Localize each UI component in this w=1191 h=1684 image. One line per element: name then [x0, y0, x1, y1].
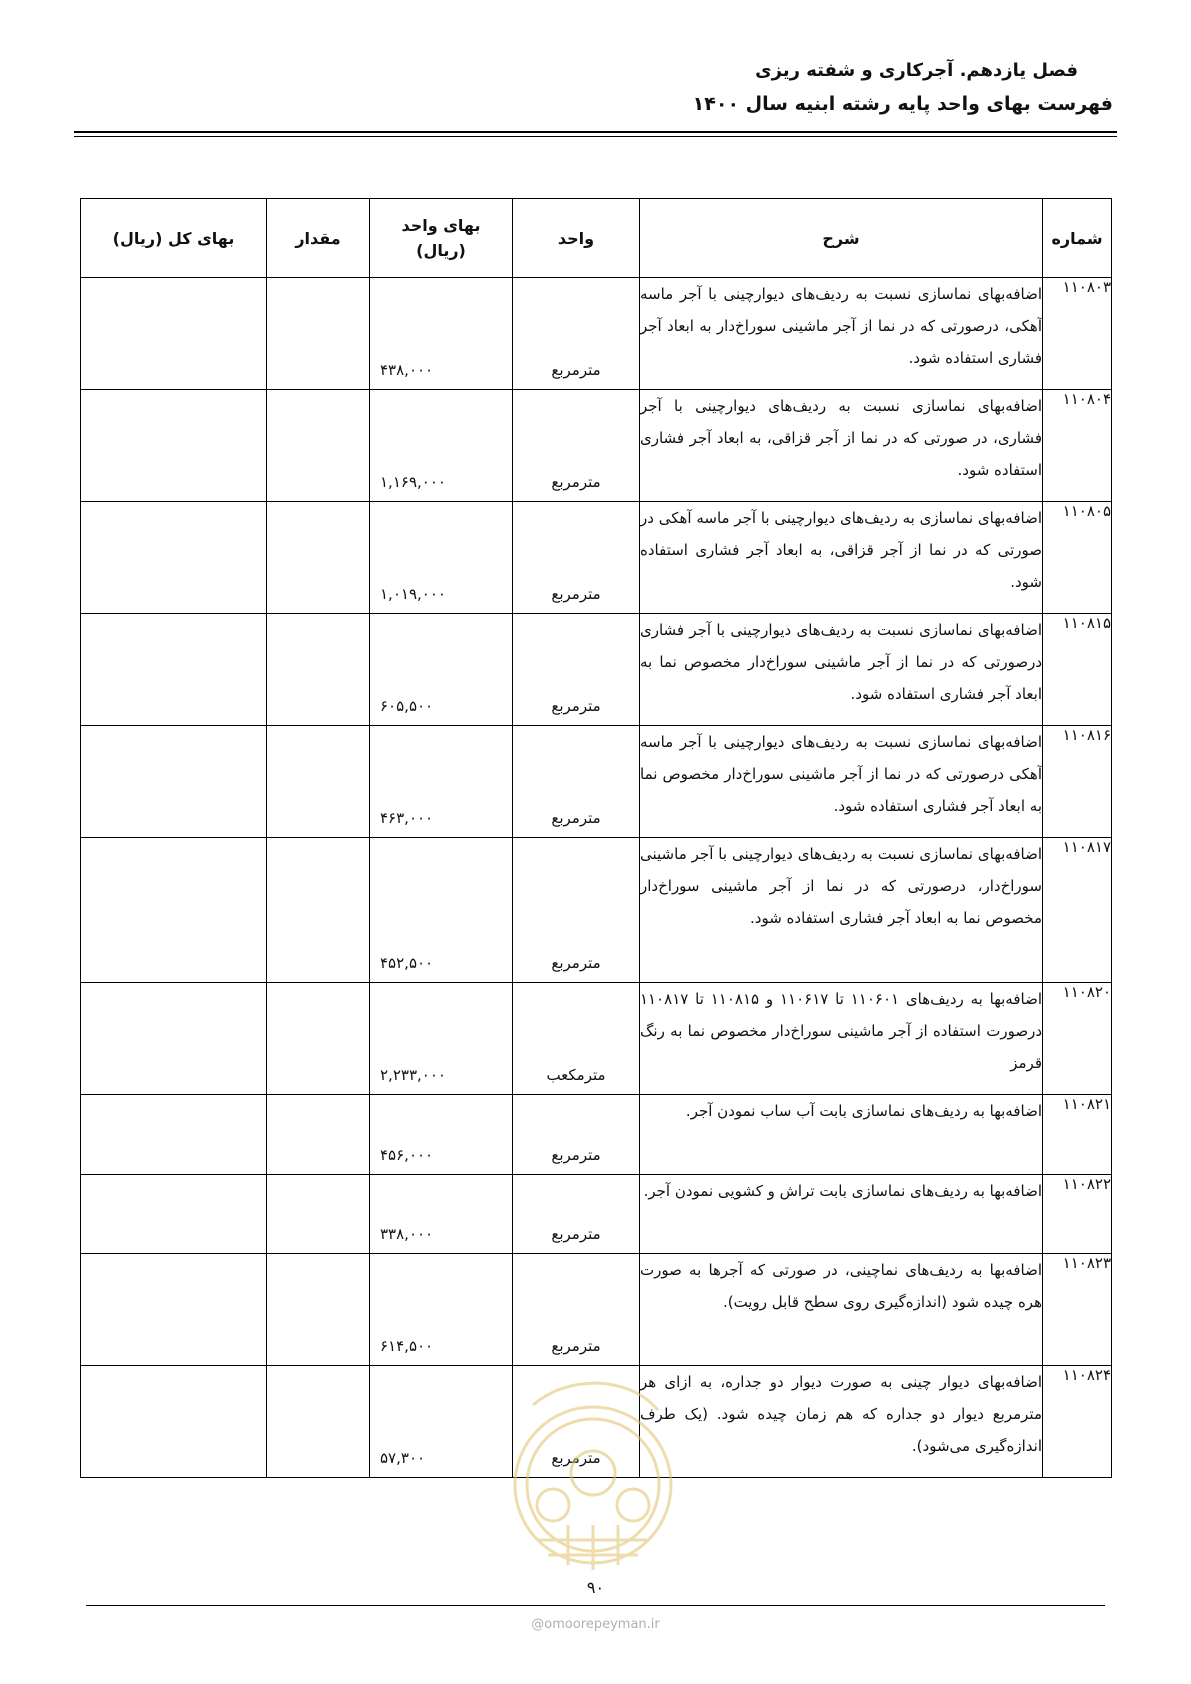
row-total-price	[81, 1095, 267, 1175]
row-code: ۱۱۰۸۰۳	[1043, 278, 1112, 390]
page-header	[78, 60, 1113, 115]
row-code: ۱۱۰۸۲۱	[1043, 1095, 1112, 1175]
row-unit-price: ۱,۱۶۹,۰۰۰	[370, 390, 513, 502]
table-row	[81, 1095, 1112, 1175]
row-unit-price: ۴۶۳,۰۰۰	[370, 726, 513, 838]
row-description: اضافه‌بهای نماسازی نسبت به ردیف‌های دیوارچینی با آجر فشاری درصورتی که در نما از آجر ماشینی سوراخ‌دار مخصوص نما به ابعاد آجر فشاری استفاده شود.	[640, 614, 1043, 726]
header-description: شرح	[640, 199, 1043, 278]
page-number: ۹۰	[586, 1578, 605, 1597]
header-unit: واحد	[513, 199, 640, 278]
row-total-price	[81, 983, 267, 1095]
row-unit-price: ۴۳۸,۰۰۰	[370, 278, 513, 390]
row-unit: مترمربع	[513, 502, 640, 614]
row-unit: مترمربع	[513, 726, 640, 838]
table-row	[81, 614, 1112, 726]
row-code: ۱۱۰۸۰۴	[1043, 390, 1112, 502]
row-description: اضافه‌بها به ردیف‌های نماسازی بابت تراش و کشویی نمودن آجر.	[640, 1175, 1043, 1254]
table-row	[81, 278, 1112, 390]
row-code: ۱۱۰۸۱۷	[1043, 838, 1112, 983]
row-quantity	[267, 502, 370, 614]
row-code: ۱۱۰۸۲۲	[1043, 1175, 1112, 1254]
row-code: ۱۱۰۸۰۵	[1043, 502, 1112, 614]
website-watermark: @omoorepeyman.ir	[531, 1617, 660, 1632]
table-header-row	[81, 199, 1112, 278]
row-description: اضافه‌بهای دیوار چینی به صورت دیوار دو جداره، به ازای هر مترمربع دیوار دو جداره که هم زمان چیده شود. (یک طرف اندازه‌گیری می‌شود).	[640, 1366, 1043, 1478]
row-total-price	[81, 390, 267, 502]
table-row	[81, 983, 1112, 1095]
row-total-price	[81, 278, 267, 390]
row-unit-price: ۶۱۴,۵۰۰	[370, 1254, 513, 1366]
row-quantity	[267, 983, 370, 1095]
row-total-price	[81, 726, 267, 838]
row-quantity	[267, 390, 370, 502]
row-unit-price: ۵۷,۳۰۰	[370, 1366, 513, 1478]
table-row	[81, 1254, 1112, 1366]
table-row	[81, 390, 1112, 502]
header-rule-thin	[74, 136, 1117, 137]
row-quantity	[267, 278, 370, 390]
row-total-price	[81, 1254, 267, 1366]
row-total-price	[81, 614, 267, 726]
row-code: ۱۱۰۸۲۳	[1043, 1254, 1112, 1366]
row-description: اضافه‌بها به ردیف‌های نماسازی بابت آب ساب نمودن آجر.	[640, 1095, 1043, 1175]
row-description: اضافه‌بهای نماسازی به ردیف‌های دیوارچینی با آجر ماسه آهکی در صورتی که در نما از آجر قزاقی، به ابعاد آجر فشاری استفاده شود.	[640, 502, 1043, 614]
row-unit-price: ۴۵۲,۵۰۰	[370, 838, 513, 983]
row-unit: مترمربع	[513, 1254, 640, 1366]
row-unit: مترمربع	[513, 614, 640, 726]
table-row	[81, 838, 1112, 983]
footer-rule	[86, 1605, 1105, 1606]
row-quantity	[267, 1366, 370, 1478]
row-unit-price: ۱,۰۱۹,۰۰۰	[370, 502, 513, 614]
header-total-price: بهای کل (ریال)	[81, 199, 267, 278]
row-unit: مترمربع	[513, 838, 640, 983]
row-unit-price: ۳۳۸,۰۰۰	[370, 1175, 513, 1254]
table-row	[81, 502, 1112, 614]
row-description: اضافه‌بهای نماسازی نسبت به ردیف‌های دیوارچینی با آجر ماشینی سوراخ‌دار، درصورتی که در نما از آجر ماشینی سوراخ‌دار مخصوص نما به ابعاد آجر فشاری استفاده شود.	[640, 838, 1043, 983]
row-quantity	[267, 614, 370, 726]
row-unit: مترمکعب	[513, 983, 640, 1095]
row-unit: مترمربع	[513, 1095, 640, 1175]
row-unit: مترمربع	[513, 1175, 640, 1254]
table-row	[81, 726, 1112, 838]
row-unit: مترمربع	[513, 1366, 640, 1478]
row-quantity	[267, 726, 370, 838]
row-code: ۱۱۰۸۱۵	[1043, 614, 1112, 726]
header-unit-price-currency: (ریال)	[416, 241, 466, 260]
header-unit-price	[370, 199, 513, 278]
row-code: ۱۱۰۸۱۶	[1043, 726, 1112, 838]
row-unit: مترمربع	[513, 278, 640, 390]
row-code: ۱۱۰۸۲۰	[1043, 983, 1112, 1095]
row-code: ۱۱۰۸۲۴	[1043, 1366, 1112, 1478]
header-rule-thick	[74, 131, 1117, 133]
row-total-price	[81, 838, 267, 983]
row-quantity	[267, 838, 370, 983]
row-unit-price: ۲,۲۳۳,۰۰۰	[370, 983, 513, 1095]
row-total-price	[81, 1366, 267, 1478]
row-description: اضافه‌بها به ردیف‌های نماچینی، در صورتی که آجرها به صورت هره چیده شود (اندازه‌گیری روی سطح قابل رویت).	[640, 1254, 1043, 1366]
row-quantity	[267, 1175, 370, 1254]
row-description: اضافه‌بها به ردیف‌های ۱۱۰۶۰۱ تا ۱۱۰۶۱۷ و ۱۱۰۸۱۵ تا ۱۱۰۸۱۷ درصورت استفاده از آجر ماشینی سوراخ‌دار مخصوص نما به رنگ قرمز	[640, 983, 1043, 1095]
omoorepeyman-seal-logo	[508, 1365, 678, 1585]
header-quantity: مقدار	[267, 199, 370, 278]
row-total-price	[81, 502, 267, 614]
row-unit: مترمربع	[513, 390, 640, 502]
price-table	[80, 198, 1112, 1478]
row-quantity	[267, 1095, 370, 1175]
row-total-price	[81, 1175, 267, 1254]
row-description: اضافه‌بهای نماسازی نسبت به ردیف‌های دیوارچینی با آجر فشاری، در صورتی که در نما از آجر قزاقی، به ابعاد آجر فشاری استفاده شود.	[640, 390, 1043, 502]
row-description: اضافه‌بهای نماسازی نسبت به ردیف‌های دیوارچینی با آجر ماسه آهکی درصورتی که در نما از آجر ماشینی سوراخ‌دار مخصوص نما به ابعاد آجر فشاری استفاده شود.	[640, 726, 1043, 838]
row-unit-price: ۴۵۶,۰۰۰	[370, 1095, 513, 1175]
header-number: شماره	[1043, 199, 1112, 278]
price-list-title: فهرست بهای واحد پایه رشته ابنیه سال ۱۴۰۰	[692, 93, 1113, 115]
chapter-title: فصل یازدهم. آجرکاری و شفته ریزی	[755, 60, 1078, 81]
row-quantity	[267, 1254, 370, 1366]
header-unit-price-label: بهای واحد	[401, 216, 481, 235]
table-row	[81, 1175, 1112, 1254]
row-unit-price: ۶۰۵,۵۰۰	[370, 614, 513, 726]
row-description: اضافه‌بهای نماسازی نسبت به ردیف‌های دیوارچینی با آجر ماسه آهکی، درصورتی که در نما از آجر ماشینی سوراخ‌دار به ابعاد آجر فشاری استفاده شود.	[640, 278, 1043, 390]
